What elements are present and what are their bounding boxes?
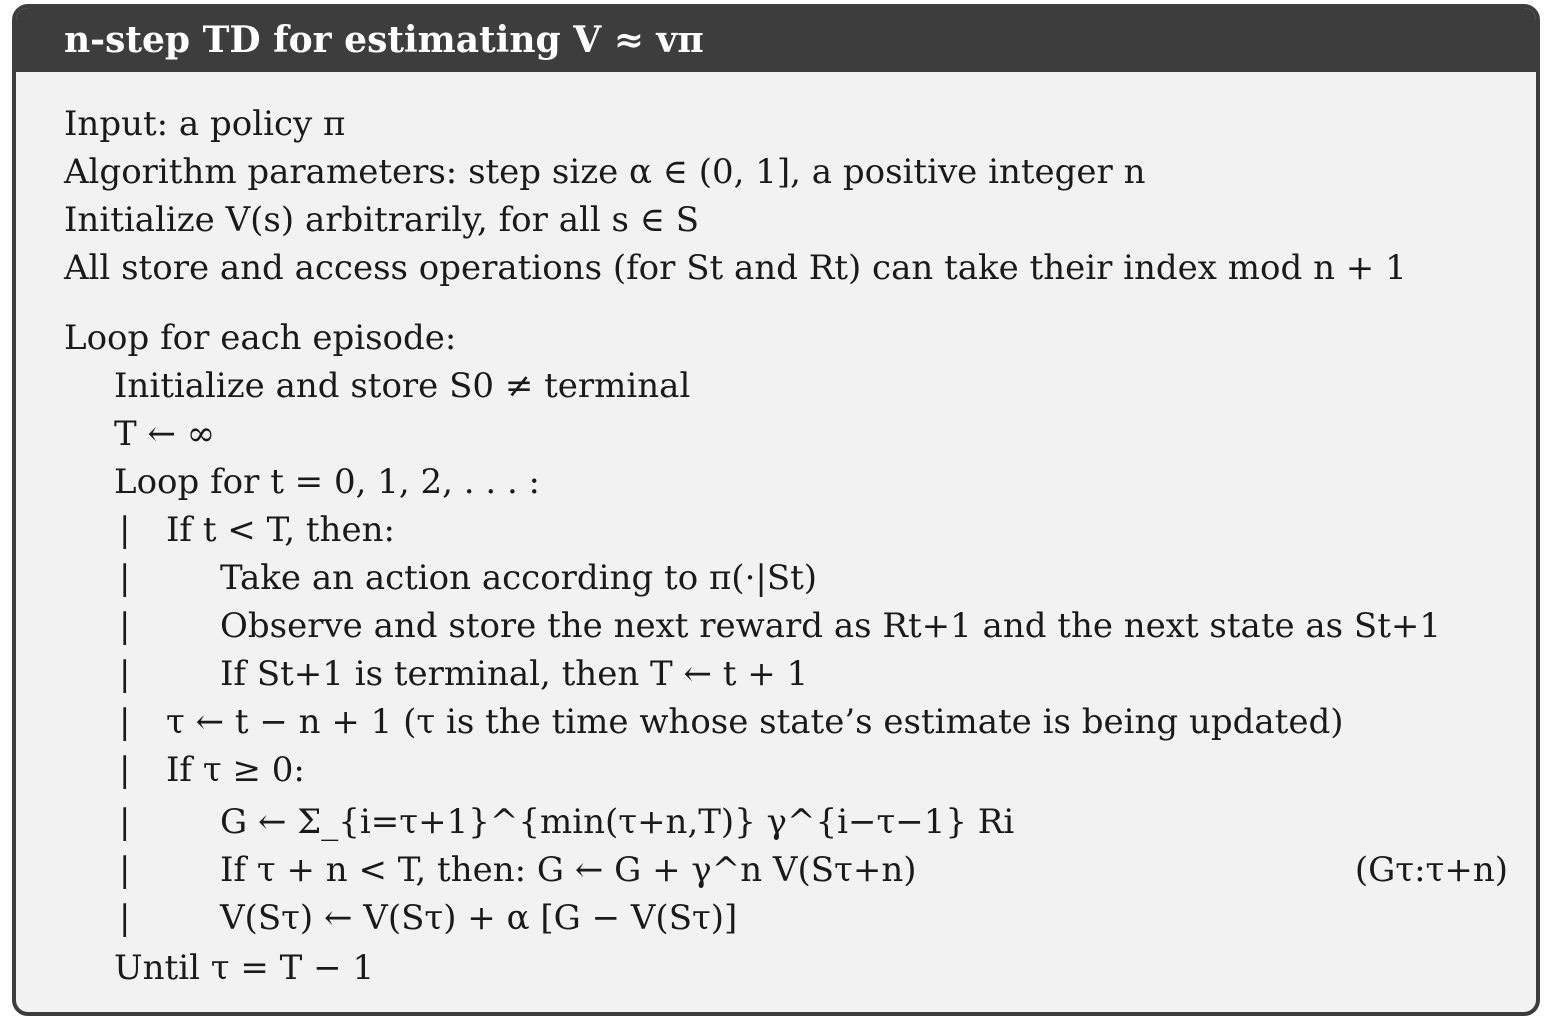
if-t-less-T-line: If t < T, then: [166,510,395,550]
algorithm-title: n-step TD for estimating V ≈ vπ [64,19,704,61]
loop-bar: | [119,558,131,598]
loop-bar: | [119,606,131,646]
loop-bar: | [119,850,131,890]
if-bootstrap-line: If τ + n < T, then: G ← G + γ^n V(Sτ+n) [220,850,917,890]
g-tau-note: (Gτ:τ+n) [1354,850,1508,890]
store-access-line: All store and access operations (for St and Rt) can take their index mod n + 1 [64,248,1407,288]
loop-bar: | [119,702,131,742]
input-line: Input: a policy π [64,104,346,144]
loop-bar: | [119,654,131,694]
take-action-line: Take an action according to π(·|St) [220,558,818,598]
loop-bar: | [119,898,131,938]
loop-t-line: Loop for t = 0, 1, 2, . . . : [114,462,541,502]
tau-update-line: τ ← t − n + 1 (τ is the time whose state’s estimate is being updated) [166,702,1344,742]
t-infinity-line: T ← ∞ [114,414,216,454]
loop-episode-line: Loop for each episode: [64,318,457,358]
algorithm-title-bar [16,8,1536,72]
init-store-line: Initialize and store S0 ≠ terminal [114,366,691,406]
if-tau-nonnegative-line: If τ ≥ 0: [166,750,305,790]
algorithm-box [12,4,1540,1016]
initialize-line: Initialize V(s) arbitrarily, for all s ∈ S [64,200,700,240]
until-line: Until τ = T − 1 [114,948,375,988]
g-sum-line: G ← Σ_{i=τ+1}^{min(τ+n,T)} γ^{i−τ−1} Ri [220,802,1015,842]
v-update-line: V(Sτ) ← V(Sτ) + α [G − V(Sτ)] [220,898,738,938]
parameters-line: Algorithm parameters: step size α ∈ (0, 1], a positive integer n [64,152,1146,192]
observe-store-line: Observe and store the next reward as Rt+1 and the next state as St+1 [220,606,1442,646]
if-terminal-line: If St+1 is terminal, then T ← t + 1 [220,654,809,694]
loop-bar: | [119,750,131,790]
loop-bar: | [119,510,131,550]
loop-bar: | [119,802,131,842]
